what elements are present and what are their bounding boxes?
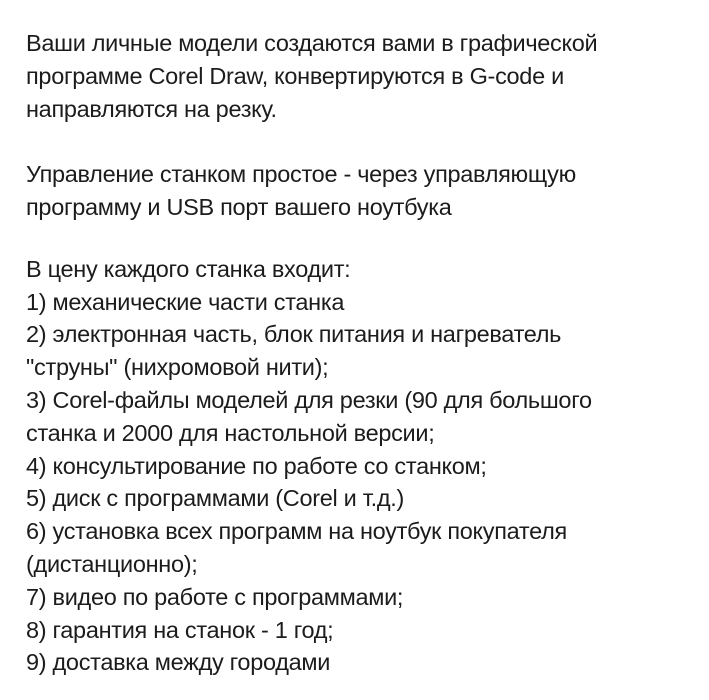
list-item: 8) гарантия на станок - 1 год; [26, 616, 334, 643]
list-item: 4) консультирование по работе со станком; [26, 452, 487, 479]
list-item: станка и 2000 для настольной версии; [26, 419, 435, 446]
text-line: программе Corel Draw, конвертируются в G-code и [26, 62, 564, 89]
list-item: 6) установка всех программ на ноутбук покупателя [26, 518, 567, 545]
list-item: 2) электронная часть, блок питания и нагреватель [26, 321, 562, 348]
text-line: Ваши личные модели создаются вами в графической [26, 30, 598, 56]
text-line: программу и USB порт вашего ноутбука [26, 193, 452, 220]
list-item: 1) механические части станка [26, 288, 345, 315]
list-item: 5) диск с программами (Corel и т.д.) [26, 485, 404, 512]
list-heading: В цену каждого станка входит: [26, 255, 351, 282]
list-item: 7) видео по работе с программами; [26, 583, 404, 610]
included-items-list [26, 253, 597, 679]
text-line: направляются на резку. [26, 95, 277, 122]
list-item: 3) Corel-файлы моделей для резки (90 для большого [26, 386, 592, 413]
list-item: (дистанционно); [26, 550, 198, 577]
list-item: 9) доставка между городами [26, 649, 331, 676]
paragraph-control [26, 158, 597, 224]
paragraph-intro [26, 27, 597, 125]
document-text [26, 27, 597, 679]
text-line: Управление станком простое - через управляющую [26, 161, 576, 188]
list-item: "струны" (нихромовой нити); [26, 354, 329, 381]
